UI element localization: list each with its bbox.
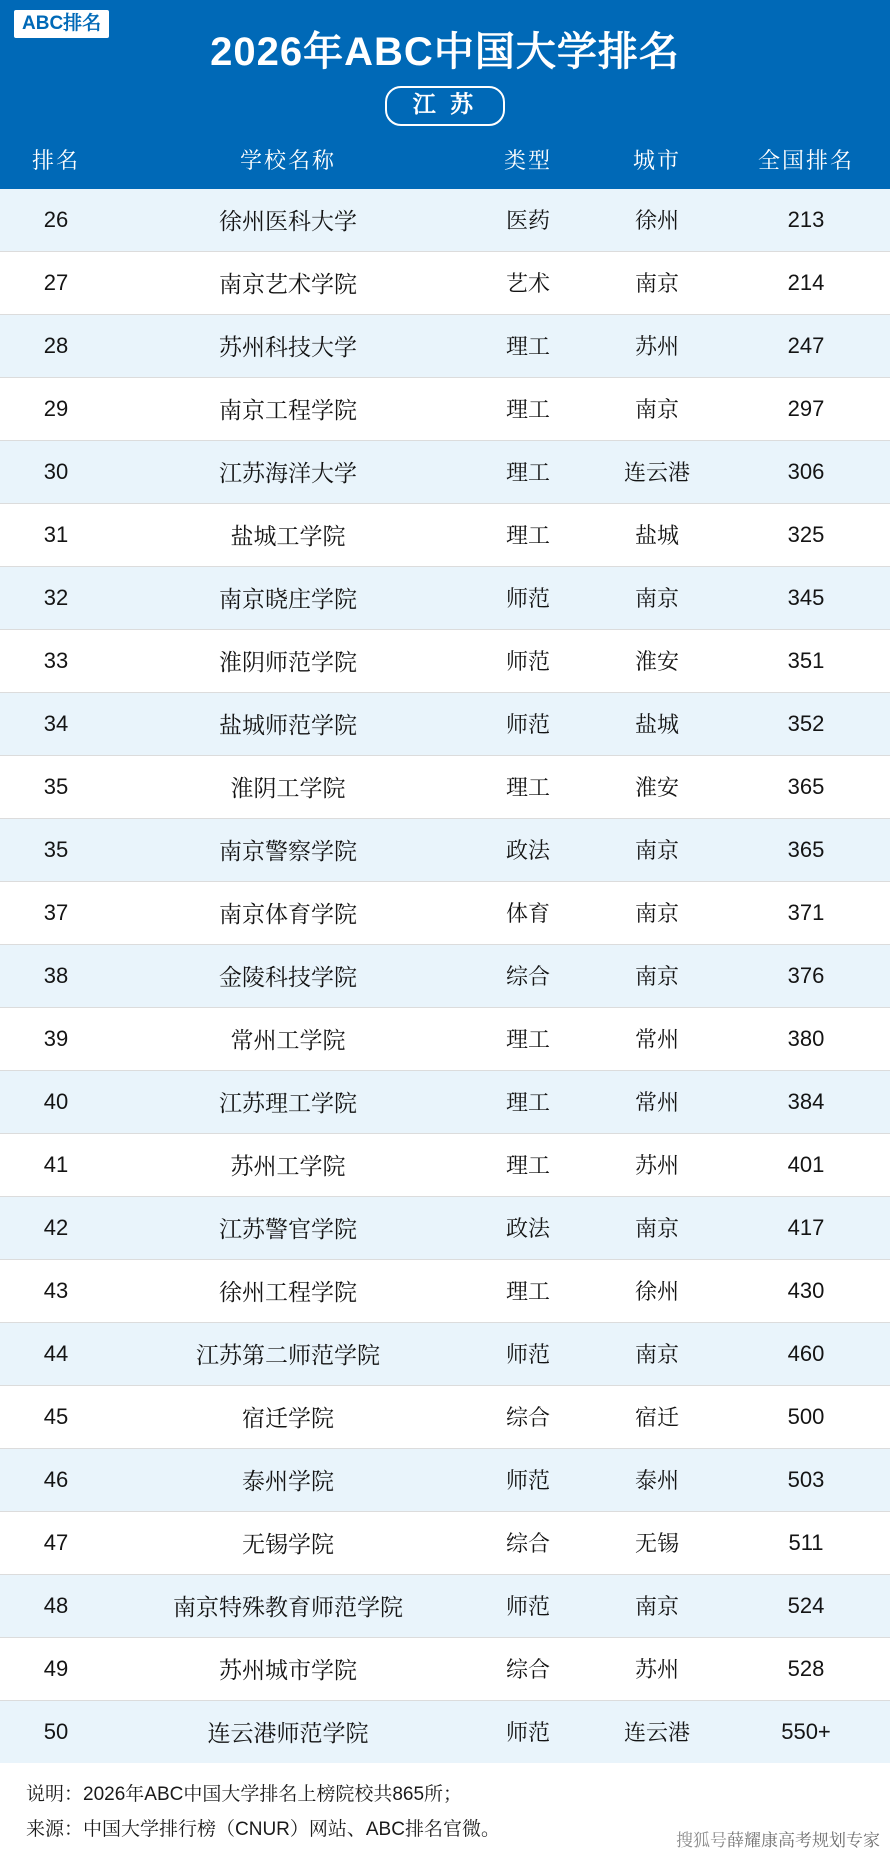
watermark-author: 薛耀康高考规划专家 xyxy=(727,1831,880,1851)
cell-rank: 30 xyxy=(0,441,112,504)
cell-national-rank: 365 xyxy=(722,756,890,819)
cell-national-rank: 503 xyxy=(722,1449,890,1512)
cell-school-name: 徐州医科大学 xyxy=(112,189,464,252)
province-badge: 江 苏 xyxy=(385,86,505,126)
cell-type: 理工 xyxy=(464,1260,592,1323)
cell-type: 综合 xyxy=(464,1638,592,1701)
page-footer xyxy=(0,1763,890,1857)
cell-city: 南京 xyxy=(592,252,722,315)
cell-school-name: 金陵科技学院 xyxy=(112,945,464,1008)
cell-city: 南京 xyxy=(592,1197,722,1260)
cell-city: 南京 xyxy=(592,945,722,1008)
cell-national-rank: 524 xyxy=(722,1575,890,1638)
cell-national-rank: 352 xyxy=(722,693,890,756)
footer-note: 说明：2026年ABC中国大学排名上榜院校共865所； xyxy=(26,1784,463,1805)
cell-type: 师范 xyxy=(464,1701,592,1764)
cell-rank: 50 xyxy=(0,1701,112,1764)
cell-type: 理工 xyxy=(464,504,592,567)
page-title: 2026年ABC中国大学排名 xyxy=(210,30,680,74)
abc-ranking-logo: ABC排名 xyxy=(14,10,109,38)
cell-school-name: 苏州科技大学 xyxy=(112,315,464,378)
cell-school-name: 连云港师范学院 xyxy=(112,1701,464,1764)
cell-national-rank: 500 xyxy=(722,1386,890,1449)
cell-type: 师范 xyxy=(464,693,592,756)
cell-rank: 26 xyxy=(0,189,112,252)
cell-school-name: 南京工程学院 xyxy=(112,378,464,441)
cell-national-rank: 247 xyxy=(722,315,890,378)
cell-national-rank: 214 xyxy=(722,252,890,315)
table-row xyxy=(0,567,890,630)
table-row xyxy=(0,504,890,567)
cell-rank: 35 xyxy=(0,756,112,819)
cell-national-rank: 325 xyxy=(722,504,890,567)
cell-city: 南京 xyxy=(592,378,722,441)
cell-type: 理工 xyxy=(464,315,592,378)
cell-school-name: 淮阴师范学院 xyxy=(112,630,464,693)
cell-type: 师范 xyxy=(464,1575,592,1638)
cell-city: 南京 xyxy=(592,567,722,630)
cell-school-name: 苏州工学院 xyxy=(112,1134,464,1197)
table-row xyxy=(0,1386,890,1449)
cell-national-rank: 365 xyxy=(722,819,890,882)
cell-type: 综合 xyxy=(464,945,592,1008)
cell-type: 政法 xyxy=(464,1197,592,1260)
cell-type: 体育 xyxy=(464,882,592,945)
table-row xyxy=(0,189,890,252)
watermark xyxy=(676,1826,880,1851)
column-header-type: 类型 xyxy=(464,132,592,189)
cell-school-name: 江苏警官学院 xyxy=(112,1197,464,1260)
cell-school-name: 盐城师范学院 xyxy=(112,693,464,756)
cell-national-rank: 371 xyxy=(722,882,890,945)
cell-rank: 31 xyxy=(0,504,112,567)
cell-rank: 45 xyxy=(0,1386,112,1449)
cell-school-name: 无锡学院 xyxy=(112,1512,464,1575)
cell-type: 医药 xyxy=(464,189,592,252)
cell-type: 理工 xyxy=(464,1008,592,1071)
cell-city: 淮安 xyxy=(592,756,722,819)
cell-national-rank: 401 xyxy=(722,1134,890,1197)
cell-rank: 41 xyxy=(0,1134,112,1197)
cell-city: 南京 xyxy=(592,1575,722,1638)
cell-type: 综合 xyxy=(464,1386,592,1449)
cell-school-name: 南京警察学院 xyxy=(112,819,464,882)
table-row xyxy=(0,1134,890,1197)
cell-school-name: 徐州工程学院 xyxy=(112,1260,464,1323)
cell-school-name: 南京特殊教育师范学院 xyxy=(112,1575,464,1638)
cell-rank: 43 xyxy=(0,1260,112,1323)
cell-national-rank: 528 xyxy=(722,1638,890,1701)
cell-city: 苏州 xyxy=(592,1638,722,1701)
cell-type: 艺术 xyxy=(464,252,592,315)
watermark-prefix: 搜狐号 xyxy=(676,1831,727,1851)
cell-national-rank: 213 xyxy=(722,189,890,252)
cell-type: 理工 xyxy=(464,378,592,441)
cell-rank: 42 xyxy=(0,1197,112,1260)
cell-rank: 46 xyxy=(0,1449,112,1512)
cell-type: 理工 xyxy=(464,1134,592,1197)
cell-national-rank: 430 xyxy=(722,1260,890,1323)
cell-rank: 40 xyxy=(0,1071,112,1134)
table-row xyxy=(0,252,890,315)
footer-source: 来源：中国大学排行榜（CNUR）网站、ABC排名官微。 xyxy=(26,1819,500,1841)
cell-city: 苏州 xyxy=(592,315,722,378)
cell-city: 南京 xyxy=(592,819,722,882)
cell-school-name: 宿迁学院 xyxy=(112,1386,464,1449)
table-row xyxy=(0,1071,890,1134)
cell-type: 理工 xyxy=(464,1071,592,1134)
cell-city: 连云港 xyxy=(592,441,722,504)
cell-school-name: 南京艺术学院 xyxy=(112,252,464,315)
cell-rank: 39 xyxy=(0,1008,112,1071)
table-row xyxy=(0,378,890,441)
table-row xyxy=(0,1638,890,1701)
cell-national-rank: 550+ xyxy=(722,1701,890,1764)
cell-national-rank: 380 xyxy=(722,1008,890,1071)
table-row xyxy=(0,882,890,945)
table-row xyxy=(0,756,890,819)
cell-school-name: 泰州学院 xyxy=(112,1449,464,1512)
cell-school-name: 江苏理工学院 xyxy=(112,1071,464,1134)
cell-school-name: 苏州城市学院 xyxy=(112,1638,464,1701)
cell-city: 泰州 xyxy=(592,1449,722,1512)
cell-school-name: 江苏第二师范学院 xyxy=(112,1323,464,1386)
cell-school-name: 常州工学院 xyxy=(112,1008,464,1071)
column-header-city: 城市 xyxy=(592,132,722,189)
cell-national-rank: 306 xyxy=(722,441,890,504)
cell-rank: 35 xyxy=(0,819,112,882)
province-badge-wrap xyxy=(0,86,890,126)
table-row xyxy=(0,315,890,378)
table-row xyxy=(0,1197,890,1260)
cell-national-rank: 297 xyxy=(722,378,890,441)
cell-rank: 44 xyxy=(0,1323,112,1386)
cell-city: 徐州 xyxy=(592,1260,722,1323)
cell-rank: 38 xyxy=(0,945,112,1008)
cell-city: 淮安 xyxy=(592,630,722,693)
cell-rank: 27 xyxy=(0,252,112,315)
table-row xyxy=(0,1701,890,1764)
cell-city: 宿迁 xyxy=(592,1386,722,1449)
cell-type: 师范 xyxy=(464,630,592,693)
cell-school-name: 淮阴工学院 xyxy=(112,756,464,819)
cell-city: 南京 xyxy=(592,1323,722,1386)
table-row xyxy=(0,441,890,504)
table-row xyxy=(0,1323,890,1386)
cell-rank: 29 xyxy=(0,378,112,441)
cell-national-rank: 384 xyxy=(722,1071,890,1134)
cell-type: 师范 xyxy=(464,1449,592,1512)
cell-city: 苏州 xyxy=(592,1134,722,1197)
cell-type: 理工 xyxy=(464,441,592,504)
cell-rank: 49 xyxy=(0,1638,112,1701)
cell-national-rank: 511 xyxy=(722,1512,890,1575)
cell-school-name: 南京晓庄学院 xyxy=(112,567,464,630)
cell-national-rank: 460 xyxy=(722,1323,890,1386)
cell-city: 盐城 xyxy=(592,504,722,567)
cell-rank: 47 xyxy=(0,1512,112,1575)
cell-city: 常州 xyxy=(592,1008,722,1071)
cell-rank: 34 xyxy=(0,693,112,756)
cell-school-name: 南京体育学院 xyxy=(112,882,464,945)
cell-type: 理工 xyxy=(464,756,592,819)
table-row xyxy=(0,1449,890,1512)
table-row xyxy=(0,945,890,1008)
table-row xyxy=(0,630,890,693)
cell-rank: 32 xyxy=(0,567,112,630)
column-header-rank: 排名 xyxy=(0,132,112,189)
cell-city: 南京 xyxy=(592,882,722,945)
cell-type: 师范 xyxy=(464,567,592,630)
cell-type: 综合 xyxy=(464,1512,592,1575)
cell-type: 师范 xyxy=(464,1323,592,1386)
table-row xyxy=(0,1008,890,1071)
cell-city: 常州 xyxy=(592,1071,722,1134)
cell-national-rank: 345 xyxy=(722,567,890,630)
cell-city: 盐城 xyxy=(592,693,722,756)
table-row xyxy=(0,1575,890,1638)
table-header-row xyxy=(0,132,890,189)
cell-rank: 33 xyxy=(0,630,112,693)
cell-national-rank: 351 xyxy=(722,630,890,693)
column-header-national-rank: 全国排名 xyxy=(722,132,890,189)
table-row xyxy=(0,1260,890,1323)
ranking-table xyxy=(0,132,890,1763)
cell-school-name: 盐城工学院 xyxy=(112,504,464,567)
cell-national-rank: 376 xyxy=(722,945,890,1008)
table-header xyxy=(0,132,890,189)
table-row xyxy=(0,819,890,882)
cell-school-name: 江苏海洋大学 xyxy=(112,441,464,504)
cell-national-rank: 417 xyxy=(722,1197,890,1260)
table-row xyxy=(0,693,890,756)
column-header-school-name: 学校名称 xyxy=(112,132,464,189)
cell-city: 无锡 xyxy=(592,1512,722,1575)
cell-city: 连云港 xyxy=(592,1701,722,1764)
table-body xyxy=(0,189,890,1763)
page-header xyxy=(0,0,890,132)
cell-rank: 28 xyxy=(0,315,112,378)
cell-type: 政法 xyxy=(464,819,592,882)
table-row xyxy=(0,1512,890,1575)
cell-city: 徐州 xyxy=(592,189,722,252)
cell-rank: 48 xyxy=(0,1575,112,1638)
cell-rank: 37 xyxy=(0,882,112,945)
